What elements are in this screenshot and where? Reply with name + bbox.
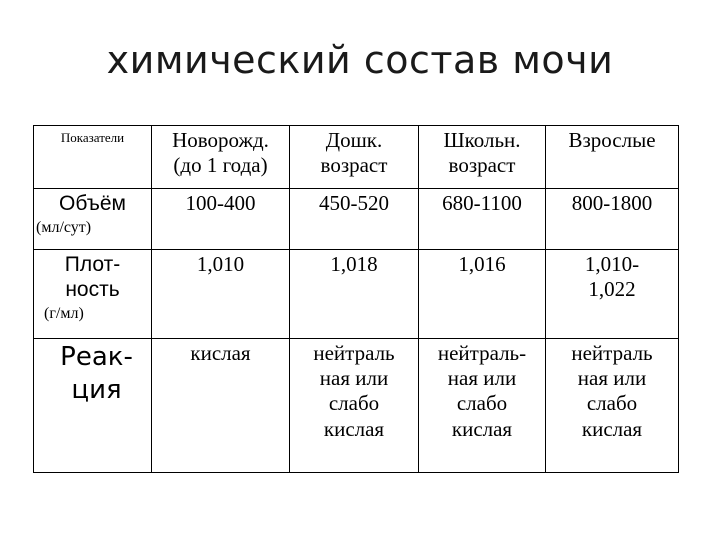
header-line: возраст: [320, 153, 388, 178]
header-cell-newborn: [152, 126, 290, 189]
row-label-line: ность: [65, 278, 120, 302]
cell-line: слабо: [586, 391, 638, 416]
table-row-reaction: [34, 339, 679, 473]
table-cell: [546, 250, 679, 339]
cell-line: ная или: [319, 366, 389, 391]
table-cell: кислая: [152, 339, 290, 473]
cell-line: нейтраль: [571, 341, 653, 365]
cell-line: кислая: [581, 416, 643, 441]
cell-line: 1,022: [588, 277, 636, 302]
header-line: возраст: [448, 153, 516, 178]
table-cell: 680-1100: [419, 189, 546, 250]
header-label: Показатели: [60, 130, 125, 145]
cell-line: кислая: [323, 416, 385, 441]
row-label-line: ция: [71, 374, 122, 405]
cell-line: нейтраль: [313, 341, 395, 365]
page-title: химический состав мочи: [106, 38, 614, 82]
table-cell: 1,018: [290, 250, 419, 339]
table-cell: 1,016: [419, 250, 546, 339]
header-line: Школьн.: [443, 128, 521, 152]
table-cell: [290, 339, 419, 473]
cell-line: ная или: [447, 366, 517, 391]
cell-line: слабо: [328, 391, 380, 416]
row-unit: (мл/сут): [36, 219, 92, 237]
header-line: Новорожд.: [172, 128, 269, 152]
cell-line: нейтраль-: [437, 341, 527, 365]
row-label-line: Реак-: [60, 342, 133, 372]
row-label-reaction: [34, 339, 152, 473]
table-cell: [546, 339, 679, 473]
row-unit: (г/мл): [44, 305, 84, 323]
header-cell-school: [419, 126, 546, 189]
header-cell-adults: [546, 126, 679, 189]
header-line: (до 1 года): [173, 153, 268, 178]
header-cell-preschool: [290, 126, 419, 189]
table-cell: 800-1800: [546, 189, 679, 250]
row-label: Объём: [59, 192, 126, 215]
table-row-density: [34, 250, 679, 339]
cell-line: ная или: [577, 366, 647, 391]
cell-line: слабо: [456, 391, 508, 416]
header-cell-indicators: [34, 126, 152, 189]
cell-line: кислая: [451, 416, 513, 441]
row-label-line: Плот-: [64, 253, 121, 276]
header-line: Дошк.: [325, 128, 383, 152]
cell-line: 1,010-: [584, 252, 640, 276]
table-cell: 450-520: [290, 189, 419, 250]
row-label-density: [34, 250, 152, 339]
table-header-row: [34, 126, 679, 189]
composition-table: [33, 125, 679, 473]
row-label-volume: [34, 189, 152, 250]
table-cell: 1,010: [152, 250, 290, 339]
table-cell: 100-400: [152, 189, 290, 250]
header-line: Взрослые: [568, 128, 656, 152]
table-cell: [419, 339, 546, 473]
table-row-volume: [34, 189, 679, 250]
